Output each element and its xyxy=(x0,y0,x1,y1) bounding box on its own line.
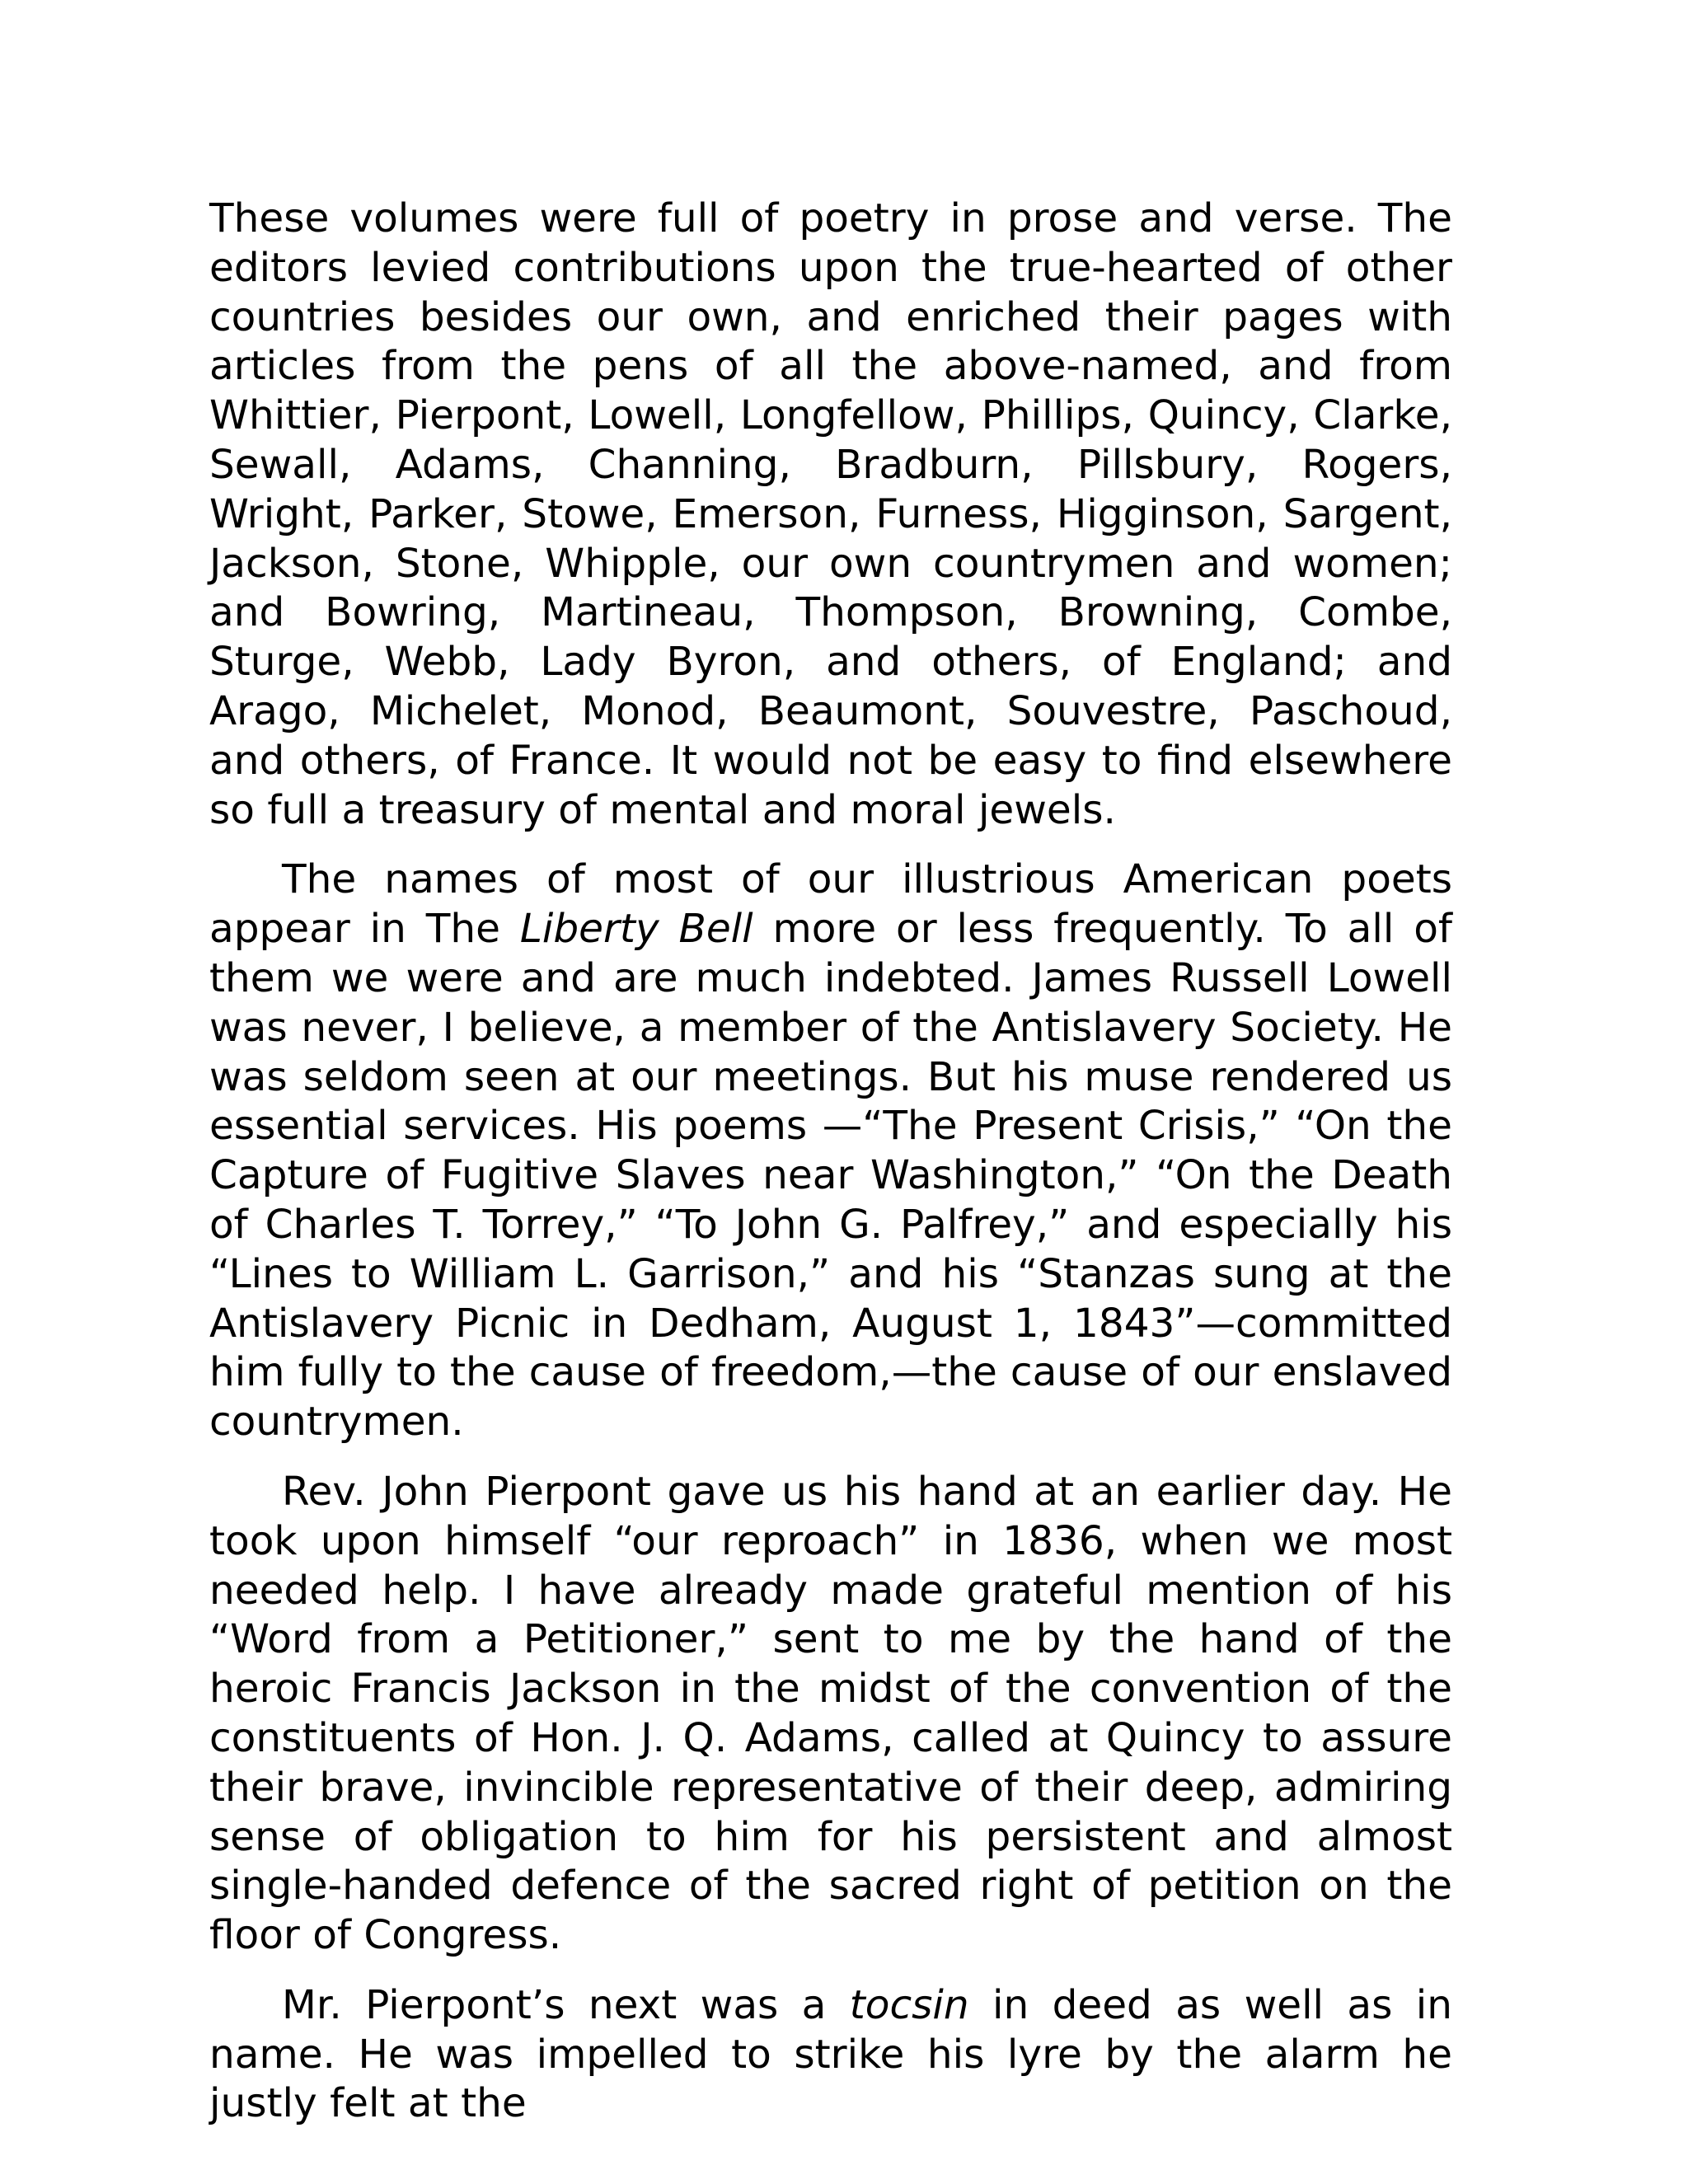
paragraph-4 xyxy=(209,1981,1452,2129)
paragraph-2 xyxy=(209,855,1452,1447)
paragraph-3: Rev. John Pierpont gave us his hand at an earlier day. He took upon himself “our reproach” in 1836, when we most needed help. I have already made grateful mention of his “Word from a Petitioner,” sent to me by the hand of the heroic Francis Jackson in the midst of the convention of the constituents of Hon. J. Q. Adams, called at Quincy to assure their brave, invincible representative of their deep, admiring sense of obligation to him for his persistent and almost single-handed defence of the sacred right of petition on the floor of Congress. xyxy=(209,1468,1452,1959)
paragraph-4-text-start: Mr. Pierpont’s next was a xyxy=(282,1981,850,2028)
paragraph-1: These volumes were full of poetry in prose and verse. The editors levied contributions upon the true-hearted of other countries besides our own, and enriched their pages with articles from the pens of all the above-named, and from Whittier, Pierpont, Lowell, Longfellow, Phillips, Quincy, Clarke, Sewall, Adams, Channing, Bradburn, Pillsbury, Rogers, Wright, Parker, Stowe, Emerson, Furness, Higginson, Sargent, Jackson, Stone, Whipple, our own countrymen and women; and Bowring, Martineau, Thompson, Browning, Combe, Sturge, Webb, Lady Byron, and others, of England; and Arago, Michelet, Monod, Beaumont, Souvestre, Paschoud, and others, of France. It would not be easy to find elsewhere so full a treasury of mental and moral jewels. xyxy=(209,195,1452,833)
liberty-bell-title: Liberty Bell xyxy=(519,906,753,953)
paragraph-2-text-end: more or less frequently. To all of them we were and are much indebted. James Russell Lowell was never, I believe, a member of the Antislavery Society. He was seldom seen at our meetings. But his muse rendered us essential services. His poems —“The Present Crisis,” “On the Capture of Fugitive Slaves near Washington,” “On the Death of Charles T. Torrey,” “To John G. Palfrey,” and especially his “Lines to William L. Garrison,” and his “Stanzas sung at the Antislavery Picnic in Dedham, August 1, 1843”—committed him fully to the cause of freedom,—the cause of our enslaved countrymen. xyxy=(209,906,1452,1446)
tocsin-word: tocsin xyxy=(849,1981,969,2028)
paragraph-2-text-start: The names of most of our illustrious American poets appear in The xyxy=(209,856,1452,953)
document-page xyxy=(209,194,1452,2149)
paragraph-4-text-end: in deed as well as in name. He was impelled to strike his lyre by the alarm he justly felt at the xyxy=(209,1981,1452,2127)
